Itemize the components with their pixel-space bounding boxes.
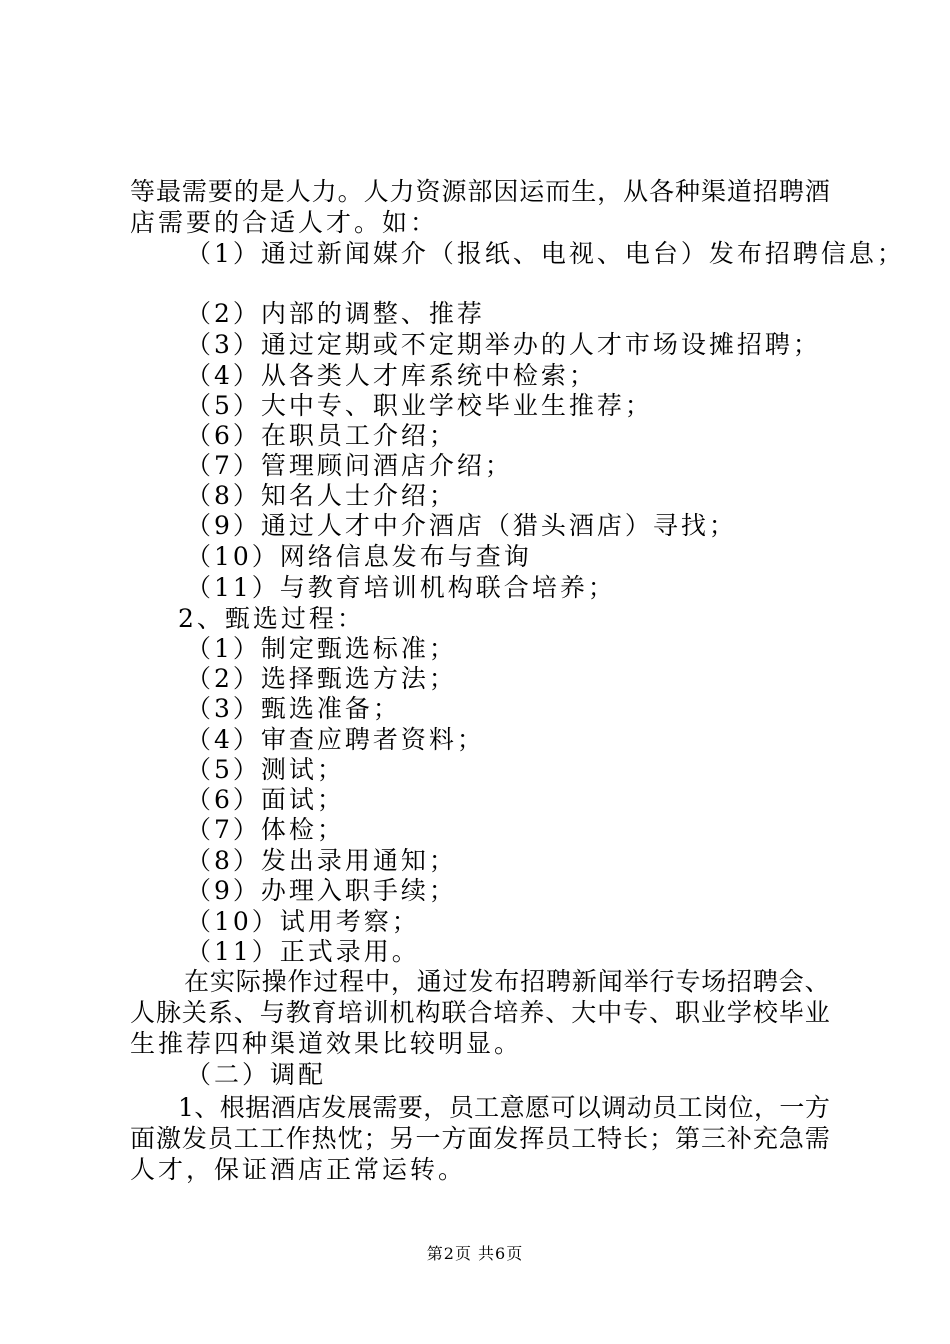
recruit-channel-item: （5）大中专、职业学校毕业生推荐； xyxy=(186,391,653,420)
recruit-channel-item: （3）通过定期或不定期举办的人才市场设摊招聘； xyxy=(186,330,821,359)
transfer-paragraph-line-3: 人才，保证酒店正常运转。 xyxy=(130,1155,467,1184)
selection-step: （8）发出录用通知； xyxy=(186,846,457,875)
selection-step: （7）体检； xyxy=(186,815,345,844)
selection-heading: 2、甄选过程： xyxy=(178,604,365,633)
recruit-channel-item: （4）从各类人才库系统中检索； xyxy=(186,361,597,390)
selection-step: （10）试用考察； xyxy=(186,907,420,936)
selection-step: （5）测试； xyxy=(186,755,345,784)
transfer-paragraph-line-1: 1 、 根 据 酒 店 发 展 需 要 ， 员 工 意 愿 可 以 调 动 员 工 岗 位 ， 一 方 xyxy=(178,1093,830,1122)
recruit-channel-item: （6）在职员工介绍； xyxy=(186,421,457,450)
selection-step: （9）办理入职手续； xyxy=(186,876,457,905)
selection-step: （1）制定甄选标准； xyxy=(186,634,457,663)
selection-step: （6）面试； xyxy=(186,785,345,814)
transfer-paragraph-line-2: 面 激 发 员 工 工 作 热 忱 ； 另 一 方 面 发 挥 员 工 特 长 ； 第 三 补 充 急 需 xyxy=(130,1124,830,1153)
selection-step: （11）正式录用。 xyxy=(186,937,420,966)
selection-step: （4）审查应聘者资料； xyxy=(186,725,485,754)
practice-paragraph-line-3: 生推荐四种渠道效果比较明显。 xyxy=(130,1029,523,1058)
practice-paragraph-line-2: 人 脉 关 系 、 与 教 育 培 训 机 构 联 合 培 养 、 大 中 专 、 职 业 学 校 毕 业 xyxy=(130,998,830,1027)
page-footer: 第2页 共6页 xyxy=(426,1244,524,1263)
intro-line-1: 等 最 需 要 的 是 人 力 。 人 力 资 源 部 因 运 而 生 ， 从 各 种 渠 道 招 聘 酒 xyxy=(130,177,830,206)
recruit-channel-item: （7）管理顾问酒店介绍； xyxy=(186,451,513,480)
practice-paragraph-line-1: 在 实 际 操 作 过 程 中 ， 通 过 发 布 招 聘 新 闻 举 行 专 场 招 聘 会 、 xyxy=(184,967,830,996)
section-two-heading: （二）调配 xyxy=(186,1060,327,1089)
recruit-channel-item: （10）网络信息发布与查询 xyxy=(186,542,532,571)
selection-step: （2）选择甄选方法； xyxy=(186,664,457,693)
recruit-channel-item: （11）与教育培训机构联合培养； xyxy=(186,573,616,602)
recruit-channel-item: （8）知名人士介绍； xyxy=(186,481,457,510)
recruit-channel-item: （1）通过新闻媒介（报纸、电视、电台）发布招聘信息； xyxy=(186,239,905,268)
selection-step: （3）甄选准备； xyxy=(186,694,401,723)
recruit-channel-item: （2）内部的调整、推荐 xyxy=(186,299,485,328)
intro-line-2: 店需要的合适人才。如： xyxy=(130,208,439,237)
recruit-channel-item: （9）通过人才中介酒店（猎头酒店）寻找； xyxy=(186,511,737,540)
